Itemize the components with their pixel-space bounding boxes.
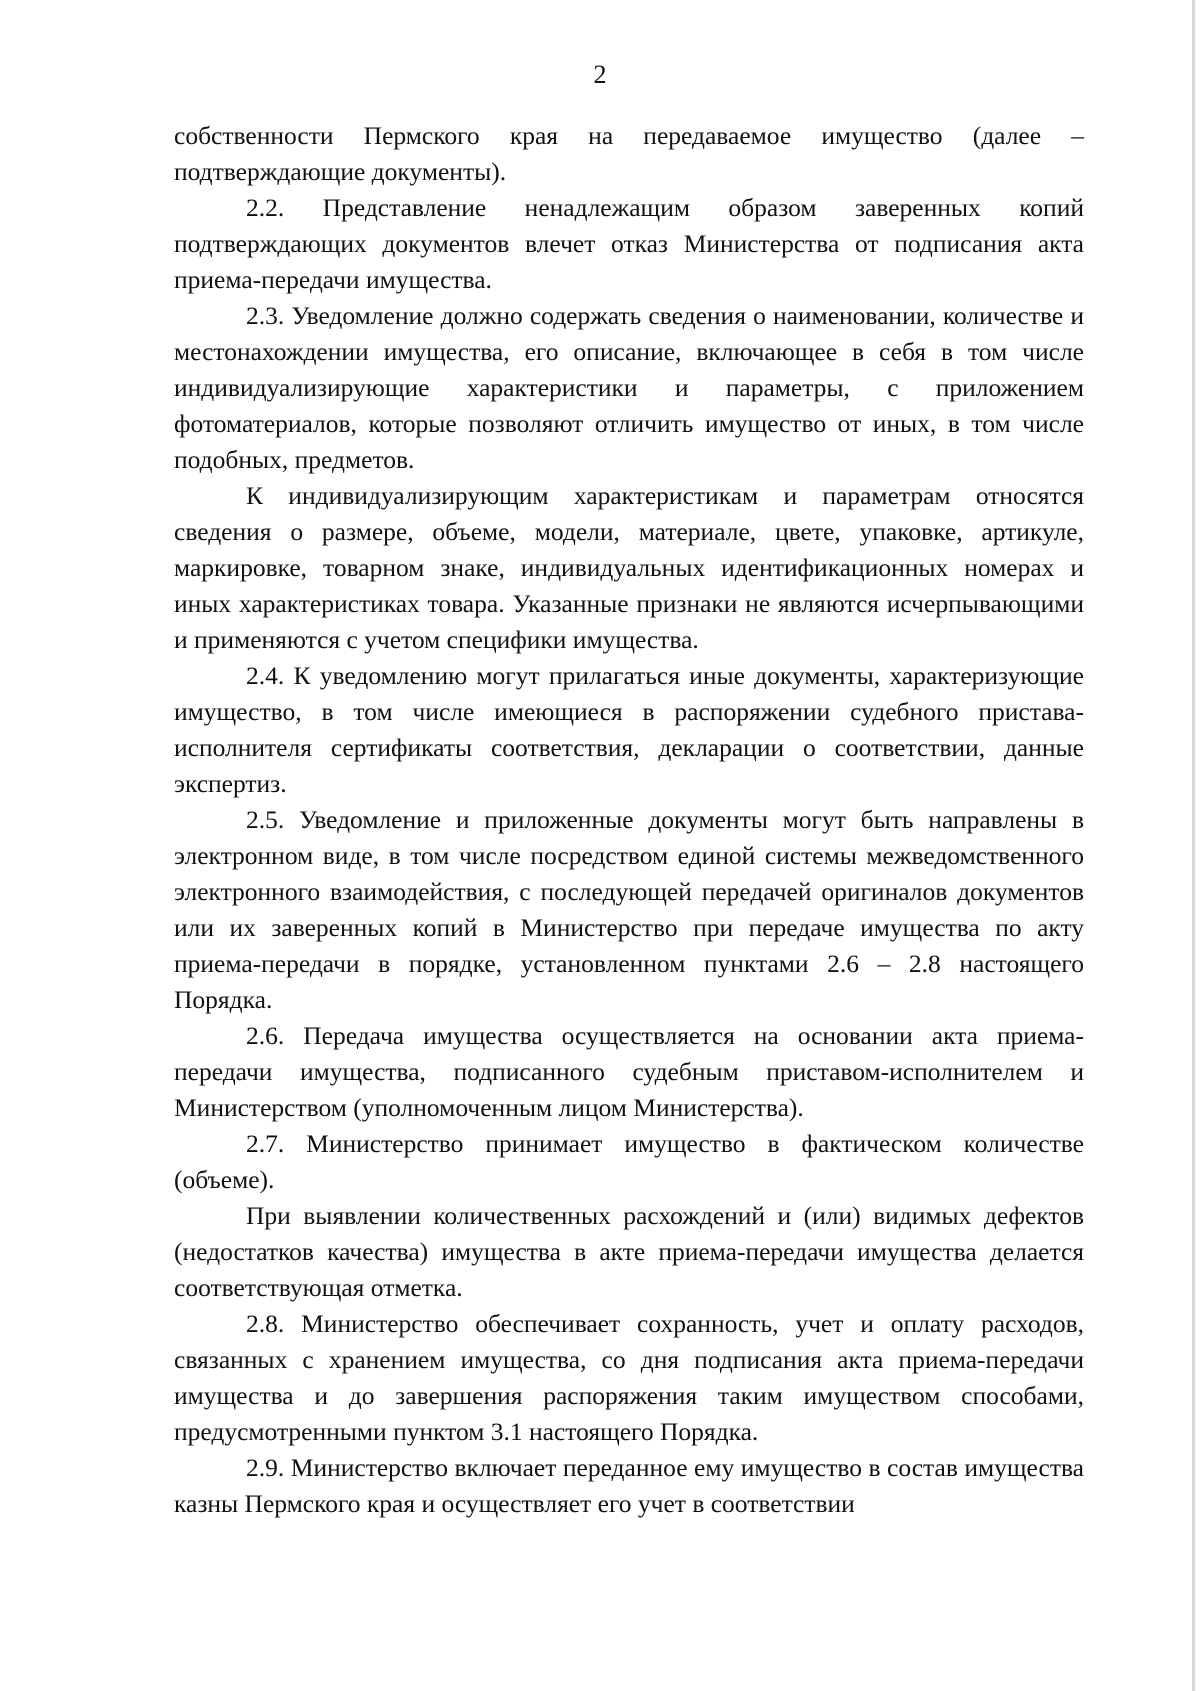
paragraph-2-7-discrepancies: При выявлении количественных расхождений и (или) видимых дефектов (недостатков качества) имущества в акте приема-передачи имущества делается соответствующая отметка. <box>174 1201 1084 1302</box>
paragraph-2-3-characteristics: К индивидуализирующим характеристикам и параметрам относятся сведения о размере, объеме, модели, материале, цвете, упаковке, артикуле, маркировке, товарном знаке, индивидуальных идентификационных номерах и иных характеристиках товара. Указанные признаки не являются исчерпывающими и применяются с учетом специфики имущества. <box>174 481 1084 654</box>
paragraph-2-5: 2.5. Уведомление и приложенные документы могут быть направлены в электронном виде, в том числе посредством единой системы межведомственного электронного взаимодействия, с последующей передачей оригиналов документов или их заверенных копий в Министерство при передаче имущества по акту приема-передачи в порядке, установленном пунктами 2.6 – 2.8 настоящего Порядка. <box>174 805 1084 1014</box>
paragraph-2-4: 2.4. К уведомлению могут прилагаться иные документы, характеризующие имущество, в том числе имеющиеся в распоряжении судебного пристава-исполнителя сертификаты соответствия, декларации о соответствии, данные экспертиз. <box>174 661 1084 798</box>
paragraph-2-7: 2.7. Министерство принимает имущество в фактическом количестве (объеме). <box>174 1129 1084 1194</box>
document-body <box>174 118 1084 1522</box>
paragraph-continuation: собственности Пермского края на передаваемое имущество (далее – подтверждающие документы). <box>174 121 1084 186</box>
paragraph-2-6: 2.6. Передача имущества осуществляется на основании акта приема-передачи имущества, подписанного судебным приставом-исполнителем и Министерством (уполномоченным лицом Министерства). <box>174 1021 1084 1122</box>
paragraph-2-3: 2.3. Уведомление должно содержать сведения о наименовании, количестве и местонахождении имущества, его описание, включающее в себя в том числе индивидуализирующие характеристики и параметры, с приложением фотоматериалов, которые позволяют отличить имущество от иных, в том числе подобных, предметов. <box>174 301 1084 474</box>
page-number: 2 <box>593 60 607 89</box>
paragraph-2-9: 2.9. Министерство включает переданное ему имущество в состав имущества казны Пермского края и осуществляет его учет в соответствии <box>174 1453 1084 1518</box>
paragraph-2-2: 2.2. Представление ненадлежащим образом заверенных копий подтверждающих документов влечет отказ Министерства от подписания акта приема-передачи имущества. <box>174 193 1084 294</box>
paragraph-2-8: 2.8. Министерство обеспечивает сохранность, учет и оплату расходов, связанных с хранением имущества, со дня подписания акта приема-передачи имущества и до завершения распоряжения таким имуществом способами, предусмотренными пунктом 3.1 настоящего Порядка. <box>174 1309 1084 1446</box>
scan-edge <box>1192 0 1195 1691</box>
